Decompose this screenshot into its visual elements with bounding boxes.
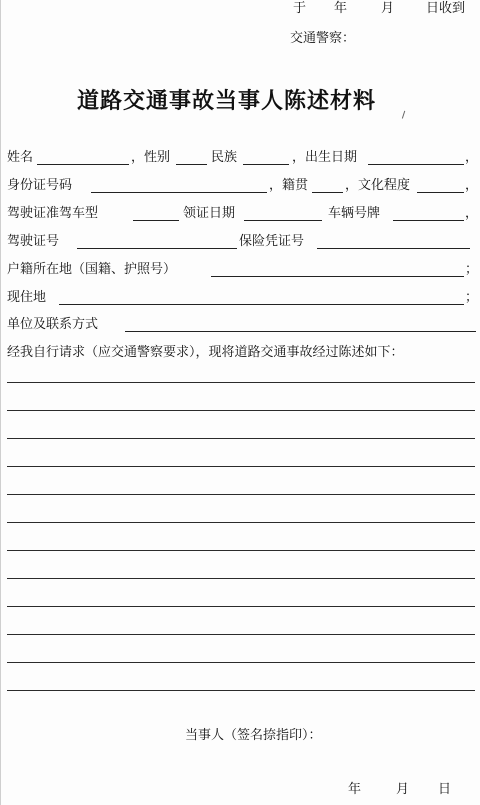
name-label: 姓名 — [7, 150, 34, 165]
signature-label: 当事人（签名捺指印）： — [185, 728, 322, 743]
license-type-label: 驾驶证准驾车型 — [7, 206, 99, 221]
semicolon-residence: ； — [465, 290, 479, 305]
household-registration-label: 户籍所在地（国籍、护照号） — [7, 262, 177, 277]
statement-line[interactable] — [7, 550, 475, 551]
statement-line[interactable] — [7, 690, 475, 691]
sex-field-line — [176, 164, 207, 165]
footer-day-label: 日 — [438, 782, 452, 797]
comma-row-2: ， — [465, 178, 479, 193]
received-year-label: 年 — [334, 1, 348, 16]
statement-line[interactable] — [7, 438, 475, 439]
id-number-label: 身份证号码 — [7, 178, 73, 193]
document-title: 道路交通事故当事人陈述材料 — [77, 88, 377, 114]
statement-line[interactable] — [7, 522, 475, 523]
footer-year-label: 年 — [348, 782, 362, 797]
education-field-line — [417, 192, 464, 193]
statement-line[interactable] — [7, 578, 475, 579]
employer-contact-label: 单位及联系方式 — [7, 317, 99, 332]
semicolon-household: ； — [465, 262, 479, 277]
license-number-field-line — [77, 248, 237, 249]
statement-line[interactable] — [7, 466, 475, 467]
name-field-line — [37, 164, 129, 165]
plate-number-field-line — [393, 220, 464, 221]
ethnicity-field-line — [243, 164, 289, 165]
statement-line[interactable] — [7, 662, 475, 663]
id-number-field-line — [91, 192, 267, 193]
education-label: ，文化程度 — [345, 178, 411, 193]
statement-intro: 经我自行请求（应交通警察要求），现将道路交通事故经过陈述如下： — [7, 345, 404, 360]
residence-field-line — [59, 304, 464, 305]
license-date-field-line — [244, 220, 322, 221]
insurance-number-label: 保险凭证号 — [239, 234, 305, 249]
employer-contact-field-line — [125, 331, 476, 332]
statement-line[interactable] — [7, 382, 475, 383]
statement-line[interactable] — [7, 410, 475, 411]
household-registration-field-line — [211, 276, 464, 277]
statement-line[interactable] — [7, 606, 475, 607]
ink-mark — [402, 111, 407, 120]
license-type-field-line — [133, 220, 179, 221]
plate-number-label: 车辆号牌 — [328, 206, 381, 221]
residence-label: 现住地 — [7, 290, 47, 305]
insurance-number-field-line — [317, 248, 470, 249]
statement-line[interactable] — [7, 494, 475, 495]
native-place-label: ，籍贯 — [269, 178, 309, 193]
received-day-label: 日收到 — [426, 1, 466, 16]
native-place-field-line — [312, 192, 343, 193]
ethnicity-label: 民族 — [211, 150, 238, 165]
license-number-label: 驾驶证号 — [7, 234, 60, 249]
birth-date-label: ，出生日期 — [292, 150, 358, 165]
comma-row-3: ， — [465, 206, 479, 221]
birth-date-field-line — [368, 164, 464, 165]
sex-label: ，性别 — [131, 150, 171, 165]
statement-line[interactable] — [7, 634, 475, 635]
comma-row-1: ， — [465, 150, 479, 165]
received-prefix: 于 — [293, 1, 307, 16]
received-month-label: 月 — [381, 1, 395, 16]
footer-month-label: 月 — [396, 782, 410, 797]
license-date-label: 领证日期 — [183, 206, 236, 221]
traffic-police-label: 交通警察： — [290, 31, 356, 46]
